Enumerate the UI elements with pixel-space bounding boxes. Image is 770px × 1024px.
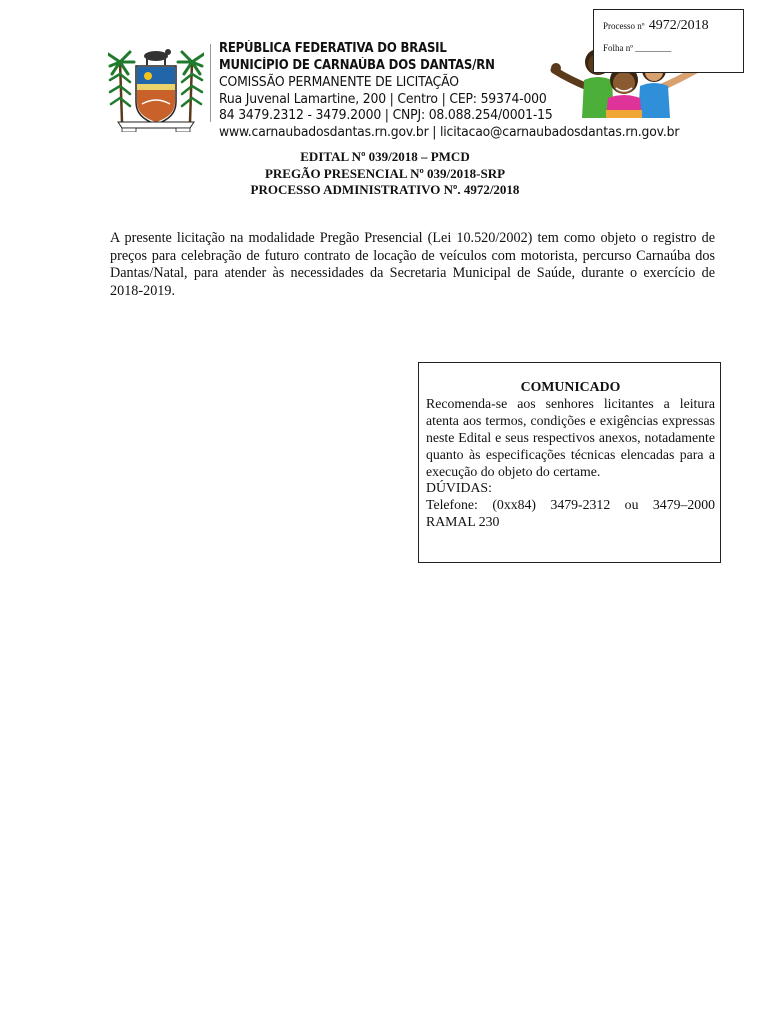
processo-box (593, 9, 744, 73)
pregao-number: PREGÃO PRESENCIAL Nº 039/2018-SRP (264, 165, 506, 181)
processo-label: Processo nº (603, 21, 645, 31)
folha-value: ________ (635, 43, 672, 53)
header-web-email: www.carnaubadosdantas.rn.gov.br | licitacao@carnaubadosdantas.rn.gov.br (219, 123, 680, 140)
municipal-crest-logo (108, 44, 204, 132)
right-palm-icon (178, 52, 204, 122)
edital-number: EDITAL Nº 039/2018 – PMCD (300, 149, 470, 164)
header-municipality: MUNICÍPIO DE CARNAÚBA DOS DANTAS/RN (219, 57, 495, 73)
objeto-paragraph: A presente licitação na modalidade Pregão Presencial (Lei 10.520/2002) tem como objeto o registro de preços para celebração de futuro contrato de locação de veículos com motorista, percurso Carnaúba dos Dantas/Natal, para atender às necessidades da Secretaria Municipal de Saúde, durante o exercício de 2018-2019. (110, 230, 715, 299)
processo-administrativo: PROCESSO ADMINISTRATIVO Nº. 4972/2018 (250, 182, 520, 197)
ramal-line: RAMAL 230 (426, 514, 500, 530)
header-country: REPÚBLICA FEDERATIVA DO BRASIL (219, 41, 447, 56)
comunicado-text: Recomenda-se aos senhores licitantes a leitura atenta aos termos, condições e exigências expressas neste Edital e seus respectivos anexos, notadamente quanto às especificações técnicas elencadas para a execução do objeto do certame. (426, 395, 715, 479)
folha-label: Folha nº (603, 43, 634, 53)
header-divider (210, 44, 211, 122)
telefone-line: Telefone: (0xx84) 3479-2312 ou 3479–2000 (426, 497, 715, 513)
processo-line (603, 18, 709, 34)
header-phone-cnpj: 84 3479.2312 - 3479.2000 | CNPJ: 08.088.254/0001-15 (219, 107, 553, 123)
edital-titles (0, 149, 770, 199)
header-address: Rua Juvenal Lamartine, 200 | Centro | CEP: 59374-000 (219, 90, 547, 107)
comunicado-title: COMUNICADO (520, 379, 621, 394)
duvidas-label: DÚVIDAS: (426, 480, 492, 496)
folha-line (603, 43, 671, 53)
crest-banner (118, 122, 194, 132)
comunicado-box (418, 362, 721, 563)
header-commission: COMISSÃO PERMANENTE DE LICITAÇÃO (219, 74, 459, 90)
processo-number: 4972/2018 (648, 18, 709, 33)
left-palm-icon (108, 52, 134, 122)
goat-icon (144, 49, 171, 65)
shield-icon (136, 66, 176, 124)
